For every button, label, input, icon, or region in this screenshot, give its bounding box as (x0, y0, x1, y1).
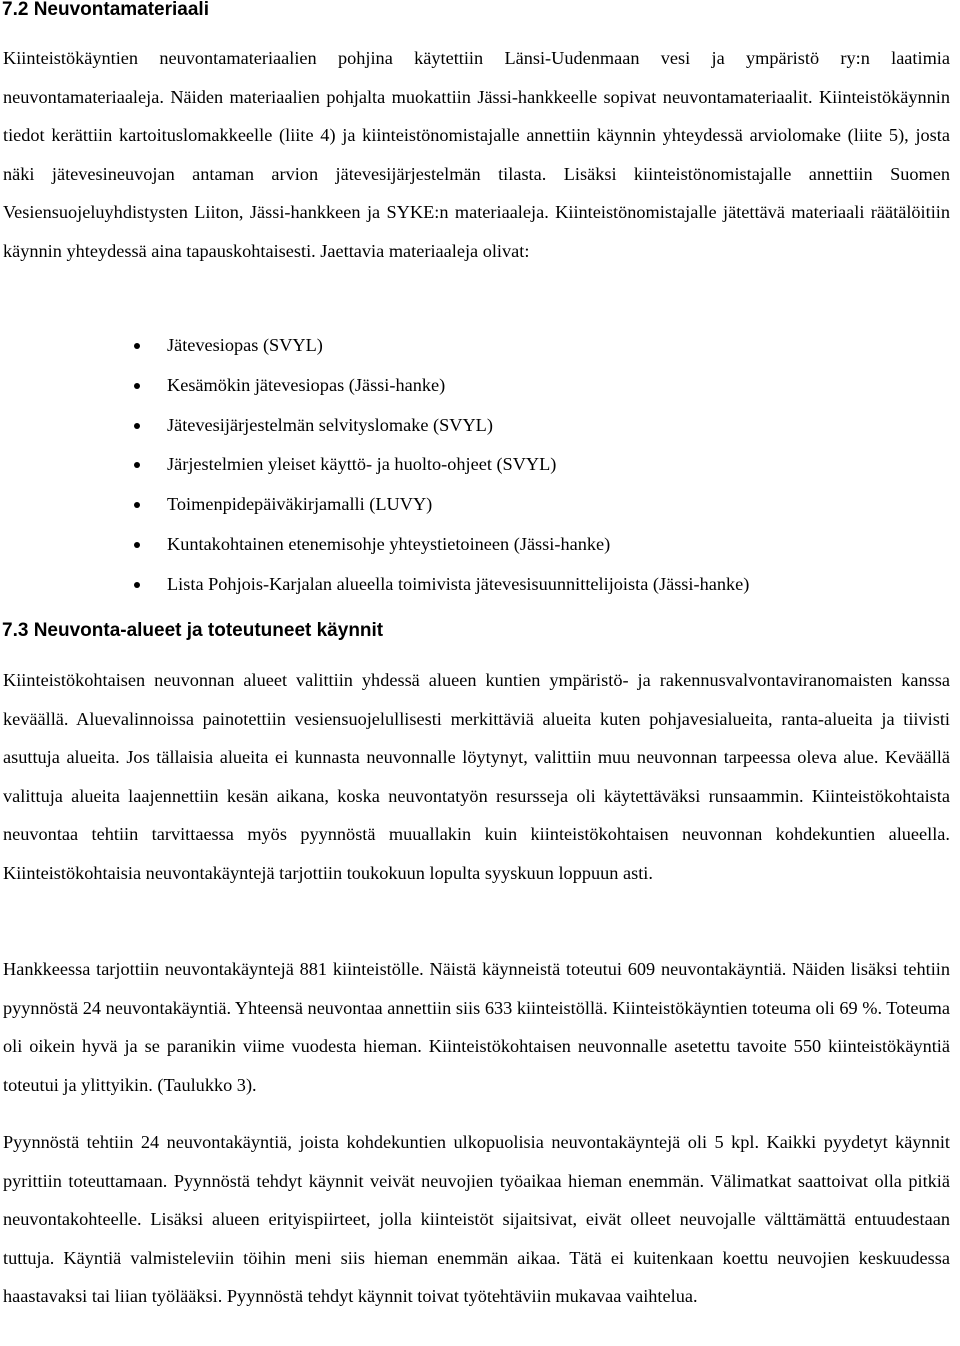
list-item (0, 445, 749, 485)
list-item-text: Lista Pohjois-Karjalan alueella toimivista jätevesisuunnittelijoista (Jässi-hanke) (167, 573, 750, 594)
materials-list (0, 326, 749, 605)
list-item (0, 406, 749, 446)
bullet-icon (134, 383, 140, 389)
bullet-icon (134, 502, 140, 508)
bullet-icon (134, 423, 140, 429)
list-item-text: Toimenpidepäiväkirjamalli (LUVY) (167, 494, 433, 515)
list-item-text: Jätevesiopas (SVYL) (167, 335, 323, 355)
section-heading-7-3: 7.3 Neuvonta-alueet ja toteutuneet käynnit (2, 620, 384, 641)
list-item (0, 525, 749, 565)
bullet-icon (134, 343, 140, 349)
list-item (0, 326, 749, 366)
list-item-text: Jätevesijärjestelmän selvityslomake (SVYL) (167, 414, 493, 435)
bullet-icon (134, 542, 140, 548)
bullet-icon (134, 582, 140, 588)
requested-visits-paragraph: Pyynnöstä tehtiin 24 neuvontakäyntiä, joista kohdekuntien ulkopuolisia neuvontakäyntejä oli 5 kpl. Kaikki pyydetyt käynnit pyrittiin toteuttamaan. Pyynnöstä tehdyt käynnit veivät neuvojien työaikaa hieman enemmän. Välimatkat saattoivat olla pitkiä neuvontakohteelle. Lisäksi alueen erityispiirteet, jolla kiinteistöt sijaitsivat, eivät olleet neuvojalle välttämättä entuudestaan tuttuja. Käyntiä valmisteleviin töihin meni siis hieman enemmän aikaa. Tätä ei kuitenkaan koettu neuvojien keskuudessa haastavaksi tai liian työlääksi. Pyynnöstä tehdyt käynnit toivat työtehtäviin mukavaa vaihtelua. (3, 1132, 950, 1306)
list-item (0, 565, 749, 605)
list-item (0, 485, 749, 525)
materials-paragraph: Kiinteistökäyntien neuvontamateriaalien pohjina käytettiin Länsi-Uudenmaan vesi ja ympäristö ry:n laatimia neuvontamateriaaleja. Näiden materiaalien pohjalta muokattiin Jässi-hankkeelle sopivat neuvontamateriaalit. Kiinteistökäynnin tiedot kerättiin kartoituslomakkeelle (liite 4) ja kiinteistönomistajalle annettiin käynnin yhteydessä arviolomake (liite 5), josta näki jätevesineuvojan antaman arvion jätevesijärjestelmän tilasta. Lisäksi kiinteistönomistajalle annettiin Suomen Vesiensuojeluyhdistysten Liiton, Jässi-hankkeen ja SYKE:n materiaaleja. Kiinteistönomistajalle jätettävä materiaali räätälöitiin käynnin yhteydessä aina tapauskohtaisesti. Jaettavia materiaaleja olivat: (3, 48, 950, 261)
list-item-text: Kuntakohtainen etenemisohje yhteystietoineen (Jässi-hanke) (167, 533, 611, 554)
list-item-text: Kesämökin jätevesiopas (Jässi-hanke) (167, 374, 446, 395)
section-heading-7-2: 7.2 Neuvontamateriaali (2, 0, 209, 20)
list-item (0, 366, 749, 406)
bullet-icon (134, 462, 140, 468)
list-item-text: Järjestelmien yleiset käyttö- ja huolto-ohjeet (SVYL) (167, 454, 557, 475)
areas-paragraph: Kiinteistökohtaisen neuvonnan alueet valittiin yhdessä alueen kuntien ympäristö- ja rakennusvalvontaviranomaisten kanssa keväällä. Aluevalinnoissa painotettiin vesiensuojelullisesti merkittäviä alueita kuten pohjavesialueita, ranta-alueita ja tiivisti asuttuja alueita. Jos tällaisia alueita ei kunnasta neuvonnalle löytynyt, valittiin muu neuvonnan tarpeessa oleva alue. Keväällä valittuja alueita laajennettiin kesän aikana, koska neuvontatyön resursseja oli käytettäväksi runsaammin. Kiinteistökohtaista neuvontaa tehtiin tarvittaessa myös pyynnöstä muuallakin kuin kiinteistökohtaisen neuvonnan kohdekuntien alueella. Kiinteistökohtaisia neuvontakäyntejä tarjottiin toukokuun lopulta syyskuun loppuun asti. (3, 670, 950, 883)
visits-paragraph: Hankkeessa tarjottiin neuvontakäyntejä 881 kiinteistölle. Näistä käynneistä toteutui 609 neuvontakäyntiä. Näiden lisäksi tehtiin pyynnöstä 24 neuvontakäyntiä. Yhteensä neuvontaa annettiin siis 633 kiinteistöllä. Kiinteistökäyntien toteuma oli 69 %. Toteuma oli oikein hyvä ja se paranikin viime vuodesta hieman. Kiinteistökohtaisen neuvonnalle asetettu tavoite 550 kiinteistökäyntiä toteutui ja ylittyikin. (Taulukko 3). (3, 959, 950, 1095)
